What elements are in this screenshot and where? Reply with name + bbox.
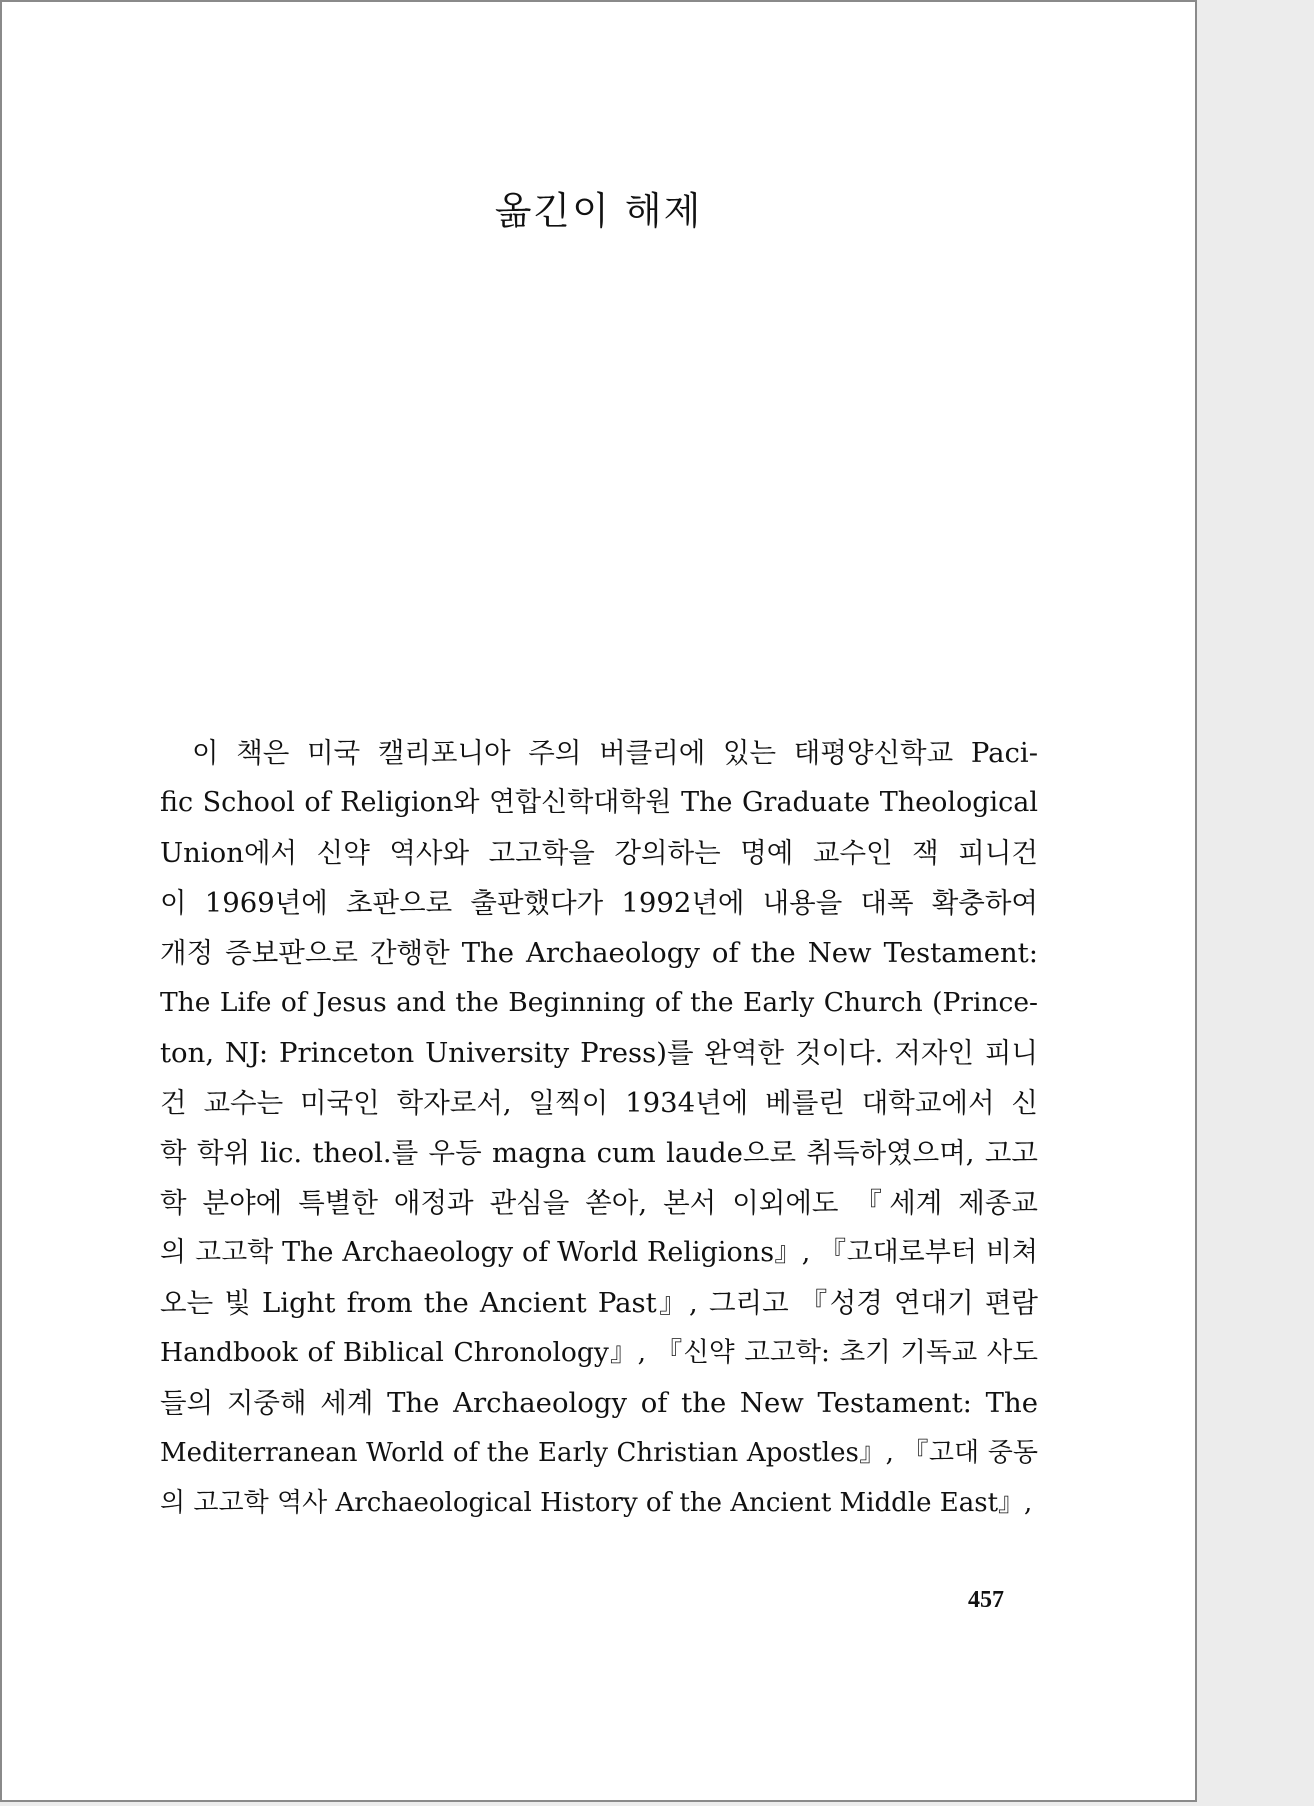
body-paragraph (160, 728, 1038, 1528)
text-line: 개정 증보판으로 간행한 The Archaeology of the New Testament: (160, 937, 1038, 969)
text-line: 이 1969년에 초판으로 출판했다가 1992년에 내용을 대폭 확충하여 (160, 887, 1038, 919)
text-line: Handbook of Biblical Chronology』, 『신약 고고학: 초기 기독교 사도 (160, 1337, 1038, 1368)
text-line: 의 고고학 The Archaeology of World Religions』, 『고대로부터 비쳐 (160, 1237, 1038, 1268)
text-line: 오는 빛 Light from the Ancient Past』, 그리고 『성경 연대기 편람 (160, 1287, 1038, 1319)
page-number: 457 (968, 1587, 1004, 1613)
text-line: ton, NJ: Princeton University Press)를 완역한 것이다. 저자인 피니 (160, 1037, 1038, 1069)
text-line: The Life of Jesus and the Beginning of the Early Church (Prince- (160, 987, 1038, 1018)
text-line: 이 책은 미국 캘리포니아 주의 버클리에 있는 태평양신학교 Paci- (192, 737, 1038, 769)
text-line: 학 학위 lic. theol.를 우등 magna cum laude으로 취득하였으며, 고고 (160, 1137, 1038, 1169)
text-line: Mediterranean World of the Early Christian Apostles』, 『고대 중동 (160, 1438, 1038, 1468)
page-title: 옮긴이 해제 (494, 189, 703, 233)
text-line: 들의 지중해 세계 The Archaeology of the New Testament: The (160, 1387, 1038, 1419)
text-line: fic School of Religion와 연합신학대학원 The Graduate Theological (160, 787, 1038, 818)
text-line: 학 분야에 특별한 애정과 관심을 쏟아, 본서 이외에도 『세계 제종교 (160, 1187, 1038, 1219)
text-line: Union에서 신약 역사와 고고학을 강의하는 명예 교수인 잭 피니건 (160, 837, 1038, 869)
text-line: 건 교수는 미국인 학자로서, 일찍이 1934년에 베를린 대학교에서 신 (160, 1087, 1038, 1119)
text-line: 의 고고학 역사 Archaeological History of the Ancient Middle East』, (160, 1488, 1033, 1518)
